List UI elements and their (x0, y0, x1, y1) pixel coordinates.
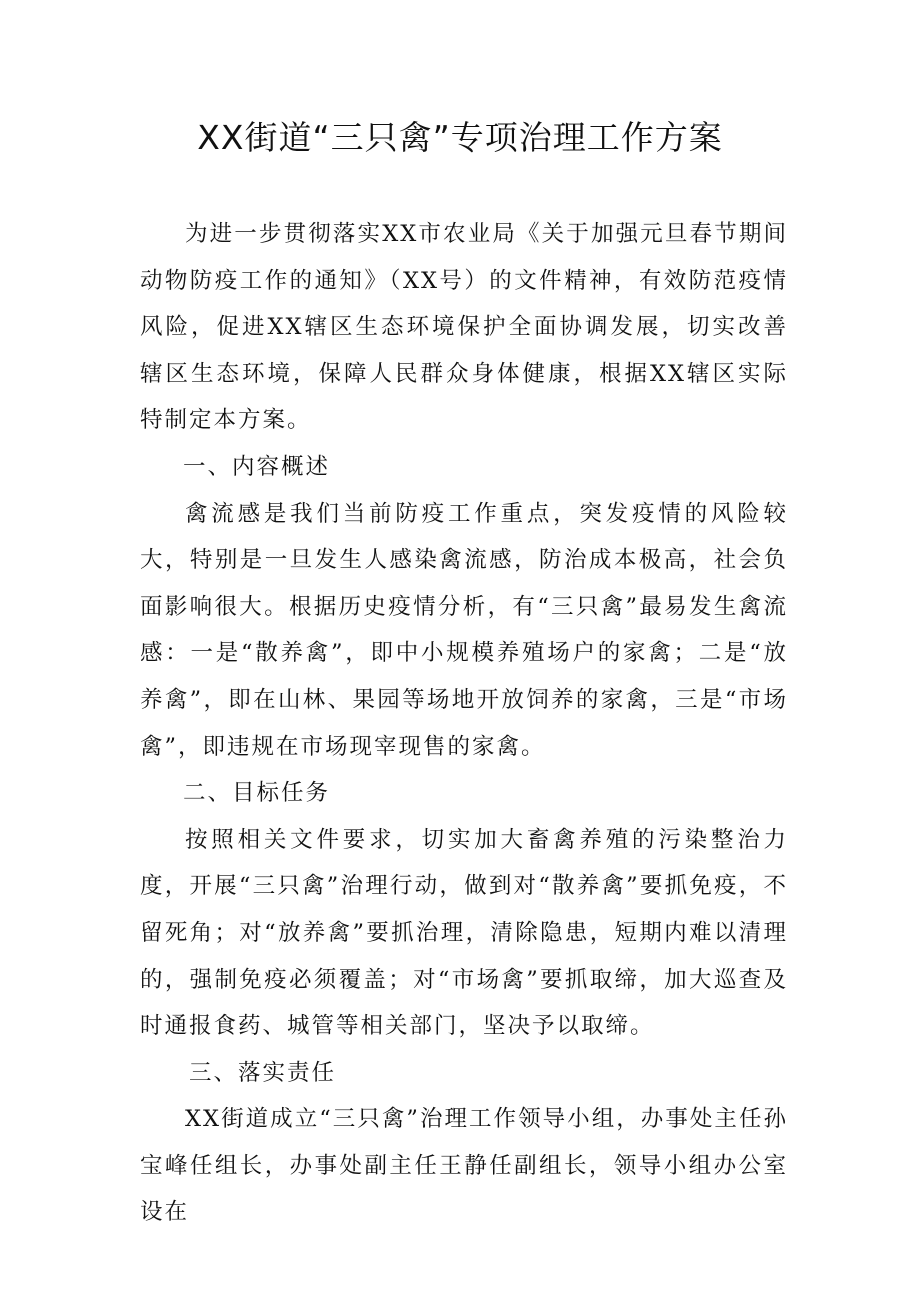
intro-paragraph: 为进一步贯彻落实XX市农业局《关于加强元旦春节期间动物防疫工作的通知》（XX号）的文件精神，有效防范疫情风险，促进XX辖区生态环境保护全面协调发展，切实改善辖区生态环境，保障人民群众身体健康，根据XX辖区实际特制定本方案。 (140, 221, 788, 434)
section-heading-responsibility: 三、落实责任 (189, 1059, 337, 1086)
document-body (140, 211, 788, 1236)
section-paragraph-overview: 禽流感是我们当前防疫工作重点，突发疫情的风险较大，特别是一旦发生人感染禽流感，防治成本极高，社会负面影响很大。根据历史疫情分析，有“三只禽”最易发生禽流感：一是“散养禽”，即中小规模养殖场户的家禽；二是“放养禽”，即在山林、果园等场地开放饲养的家禽，三是“市场禽”，即违规在市场现宰现售的家禽。 (140, 500, 788, 760)
section-paragraph-responsibility: XX街道成立“三只禽”治理工作领导小组，办事处主任孙宝峰任组长，办事处副主任王静任副组长，领导小组办公室设在 (140, 1106, 788, 1226)
section-heading-goals: 二、目标任务 (183, 780, 331, 807)
section-heading-overview: 一、内容概述 (183, 453, 331, 480)
document-title: XX街道“三只禽”专项治理工作方案 (197, 118, 723, 157)
section-paragraph-goals: 按照相关文件要求，切实加大畜禽养殖的污染整治力度，开展“三只禽”治理行动，做到对“散养禽”要抓免疫，不留死角；对“放养禽”要抓治理，清除隐患，短期内难以清理的，强制免疫必须覆盖；对“市场禽”要抓取缔，加大巡查及时通报食药、城管等相关部门，坚决予以取缔。 (140, 826, 788, 1040)
